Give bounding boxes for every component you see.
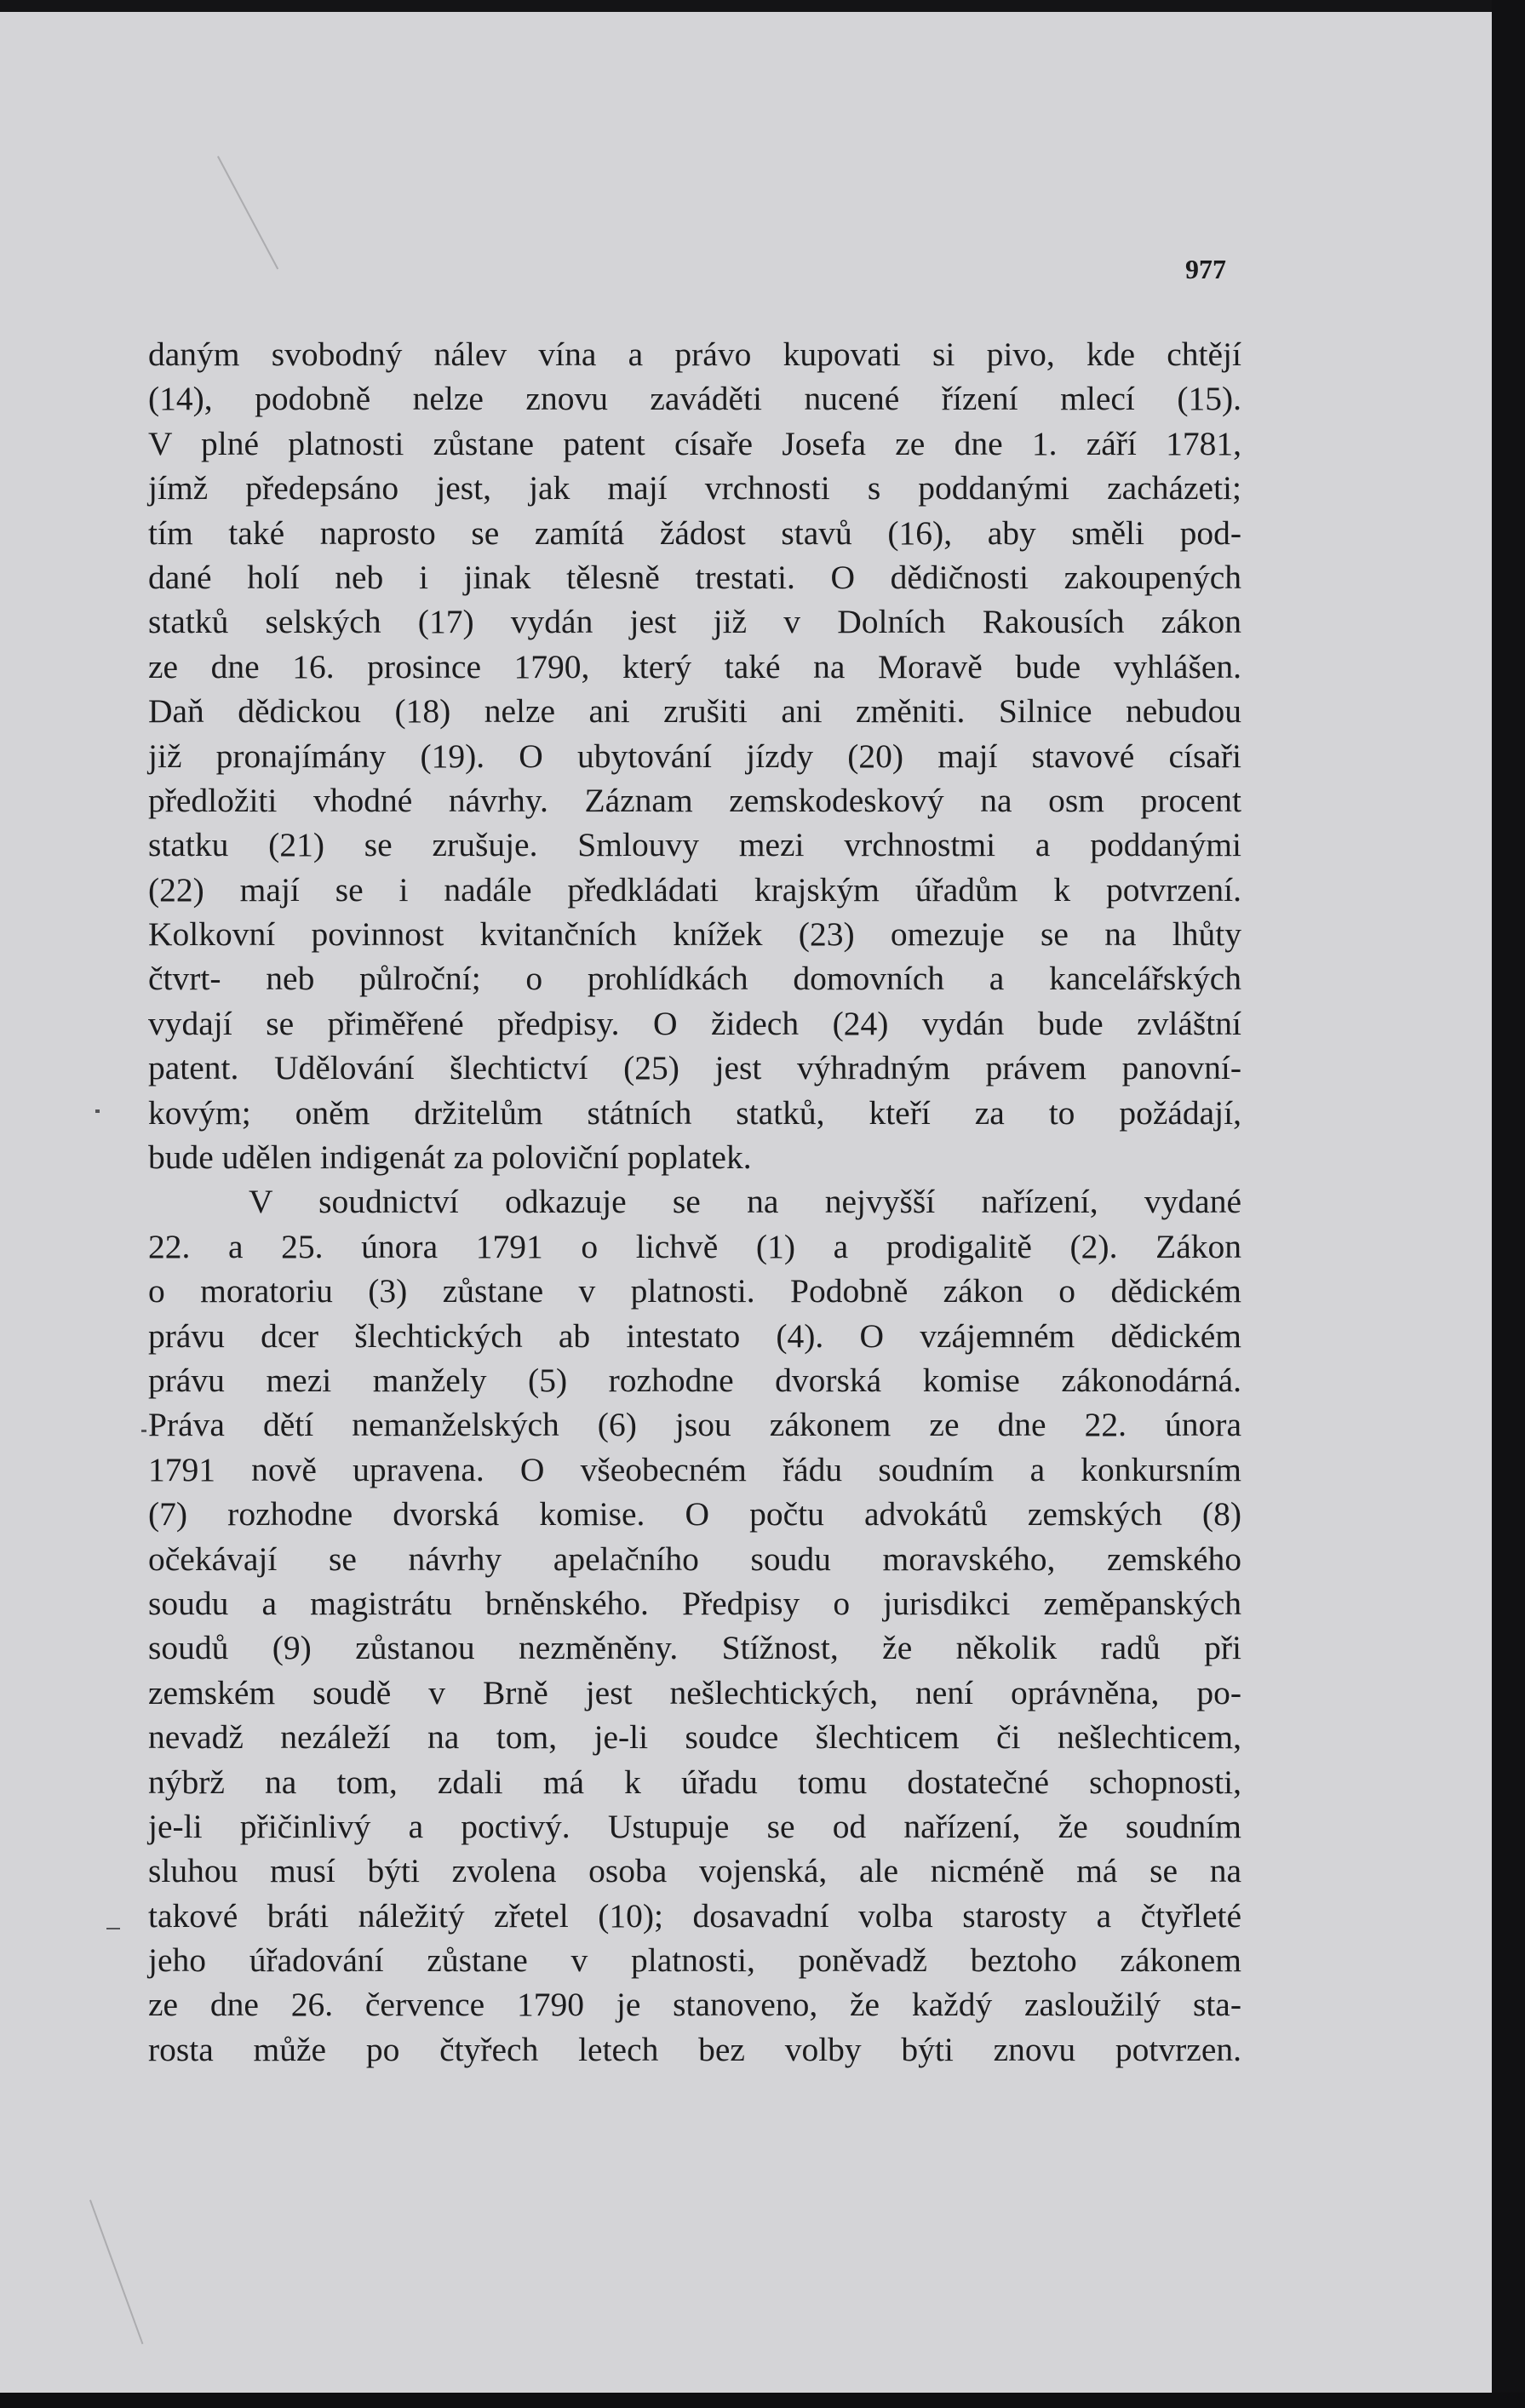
margin-dash <box>106 1928 120 1929</box>
margin-dot <box>95 1109 100 1113</box>
text-line: Daň dědickou (18) nelze ani zrušiti ani změniti. Silnice nebudou <box>148 692 1241 731</box>
text-line: právu dcer šlechtických ab intestato (4). O vzájemném dědickém <box>148 1316 1241 1355</box>
text-line: rosta může po čtyřech letech bez volby býti znovu potvrzen. <box>148 2030 1241 2068</box>
text-line: jeho úřadování zůstane v platnosti, poněvadž beztoho zákonem <box>148 1941 1241 1980</box>
text-line: soudu a magistrátu brněnského. Předpisy o jurisdikci zeměpanských <box>148 1584 1241 1622</box>
text-line: vydají se přiměřené předpisy. O židech (24) vydán bude zvláštní <box>148 1004 1241 1042</box>
text-line: V soudnictví odkazuje se na nejvyšší nařízení, vydané <box>249 1183 1241 1221</box>
text-line: statku (21) se zrušuje. Smlouvy mezi vrchnostmi a poddanými <box>148 826 1241 864</box>
text-line: patent. Udělování šlechtictví (25) jest výhradným právem panovní- <box>148 1049 1241 1087</box>
paragraph <box>148 1179 1241 2072</box>
paper-crease-mark <box>89 2199 143 2344</box>
text-line: ze dne 16. prosince 1790, který také na Moravě bude vyhlášen. <box>148 647 1241 685</box>
text-line: o moratoriu (3) zůstane v platnosti. Podobně zákon o dědickém <box>148 1272 1241 1310</box>
page-number: 977 <box>1185 254 1226 284</box>
text-line: ze dne 26. července 1790 je stanoveno, že každý zasloužilý sta- <box>148 1986 1241 2024</box>
text-line: (7) rozhodne dvorská komise. O počtu advokátů zemských (8) <box>148 1495 1241 1534</box>
text-line: soudů (9) zůstanou nezměněny. Stížnost, že několik radů při <box>148 1629 1241 1667</box>
text-line: kovým; oněm držitelům státních statků, kteří za to požádají, <box>148 1093 1241 1132</box>
text-line: již pronajímány (19). O ubytování jízdy (20) mají stavové císaři <box>148 737 1241 775</box>
text-line: 1791 nově upravena. O všeobecném řádu soudním a konkursním <box>148 1450 1241 1488</box>
text-line: 22. a 25. února 1791 o lichvě (1) a prodigalitě (2). Zákon <box>148 1227 1241 1265</box>
paragraph <box>148 332 1241 1179</box>
text-line: Práva dětí nemanželských (6) jsou zákonem ze dne 22. února <box>148 1406 1241 1444</box>
scan-edge-right <box>1492 0 1525 2408</box>
text-line: daným svobodný nálev vína a právo kupovati si pivo, kde chtějí <box>148 335 1241 373</box>
text-line: bude udělen indigenát za poloviční poplatek. <box>148 1138 752 1177</box>
text-line: právu mezi manžely (5) rozhodne dvorská komise zákonodárná. <box>148 1361 1241 1399</box>
text-line: zemském soudě v Brně jest nešlechtických, není oprávněna, po- <box>148 1673 1241 1711</box>
text-line: čtvrt- neb půlroční; o prohlídkách domovních a kancelářských <box>148 960 1241 998</box>
text-line: V plné platnosti zůstane patent císaře Josefa ze dne 1. září 1781, <box>148 424 1241 462</box>
text-line: je-li přičinlivý a poctivý. Ustupuje se od nařízení, že soudním <box>148 1807 1241 1845</box>
text-line: jímž předepsáno jest, jak mají vrchnosti s poddanými zacházeti; <box>148 469 1241 507</box>
text-line: (22) mají se i nadále předkládati krajským úřadům k potvrzení. <box>148 870 1241 909</box>
text-line: statků selských (17) vydán jest již v Dolních Rakousích zákon <box>148 603 1241 641</box>
text-line: takové bráti náležitý zřetel (10); dosavadní volba starosty a čtyřleté <box>148 1896 1241 1935</box>
margin-dot <box>141 1430 146 1432</box>
text-line: Kolkovní povinnost kvitančních knížek (23) omezuje se na lhůty <box>148 915 1241 954</box>
scanned-page <box>0 12 1492 2405</box>
text-line: (14), podobně nelze znovu zaváděti nucené řízení mlecí (15). <box>148 380 1241 418</box>
body-text <box>148 332 1241 2072</box>
paper-crease-mark <box>217 156 278 269</box>
text-line: předložiti vhodné návrhy. Záznam zemskodeskový na osm procent <box>148 781 1241 819</box>
text-line: sluhou musí býti zvolena osoba vojenská, ale nicméně má se na <box>148 1852 1241 1890</box>
text-line: tím také naprosto se zamítá žádost stavů (16), aby směli pod- <box>148 513 1241 552</box>
text-line: nevadž nezáleží na tom, je-li soudce šlechticem či nešlechticem, <box>148 1718 1241 1757</box>
text-line: očekávají se návrhy apelačního soudu moravského, zemského <box>148 1539 1241 1578</box>
text-line: nýbrž na tom, zdali má k úřadu tomu dostatečné schopnosti, <box>148 1763 1241 1801</box>
text-line: dané holí neb i jinak tělesně trestati. O dědičnosti zakoupených <box>148 558 1241 596</box>
scan-edge-bottom <box>0 2393 1525 2408</box>
